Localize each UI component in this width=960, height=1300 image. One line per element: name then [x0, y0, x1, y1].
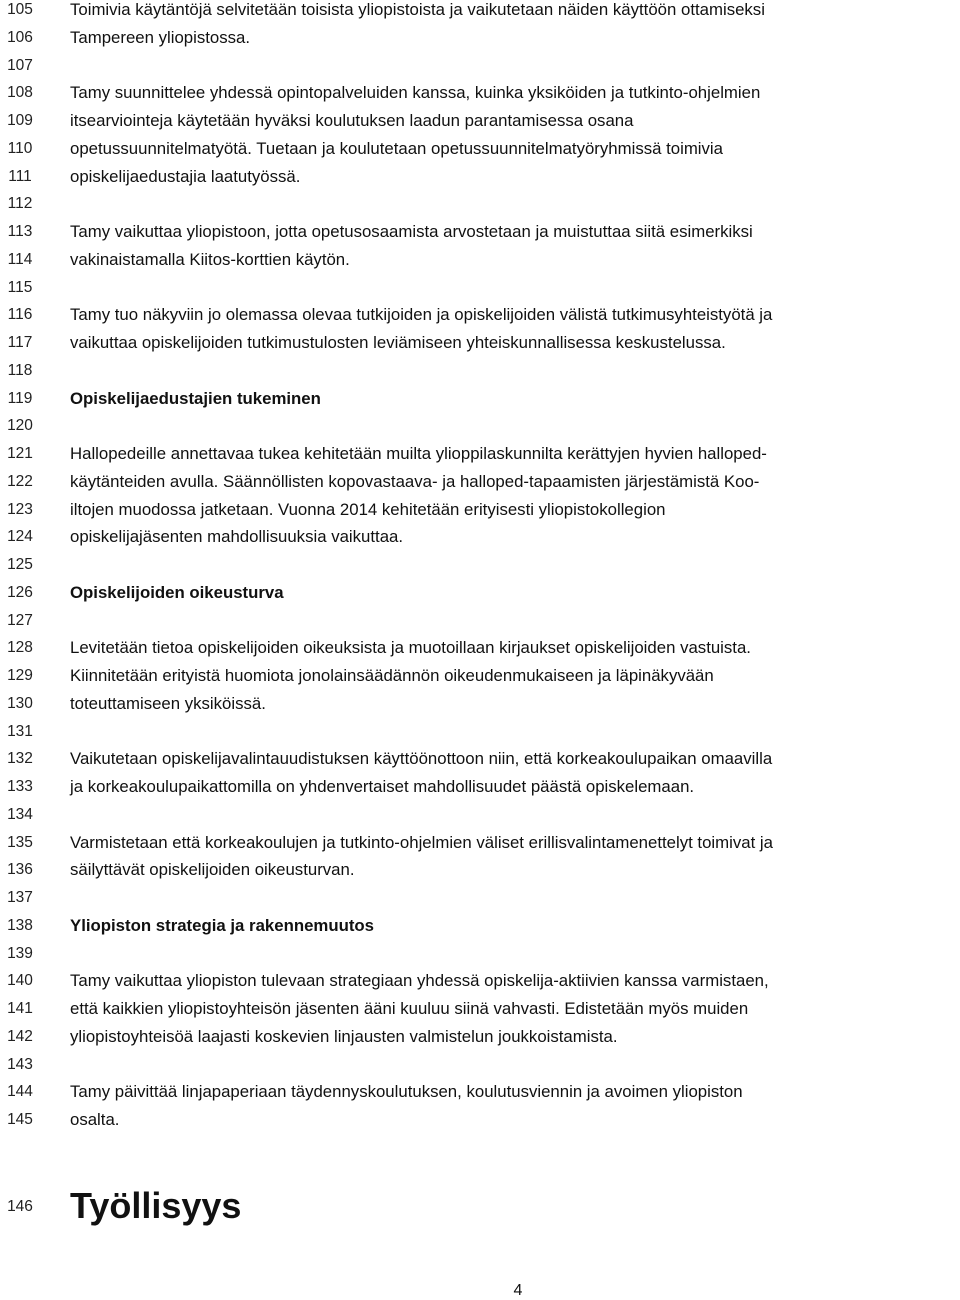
text-line: Tamy vaikuttaa yliopistoon, jotta opetusosaamista arvostetaan ja muistuttaa siitä esimerkiksi	[70, 222, 753, 241]
line-number: 121	[7, 445, 33, 462]
text-line: säilyttävät opiskelijoiden oikeusturvan.	[70, 860, 355, 880]
line-number: 140	[7, 972, 33, 990]
line-number: 120	[7, 417, 33, 435]
line-number: 143	[7, 1055, 33, 1073]
text-line: opiskelijajäsenten mahdollisuuksia vaikuttaa.	[70, 527, 404, 547]
section-heading: Yliopiston strategia ja rakennemuutos	[70, 915, 374, 935]
line-number: 108	[7, 84, 33, 102]
line-number: 110	[7, 139, 33, 157]
line-number: 133	[7, 778, 33, 795]
line-number: 126	[7, 583, 33, 601]
line-number: 139	[7, 944, 33, 962]
text-line: iltojen muodossa jatketaan. Vuonna 2014 kehitetään erityisesti yliopistokollegion	[70, 499, 666, 519]
line-number: 125	[7, 556, 33, 573]
line-number: 138	[7, 916, 33, 934]
line-number: 134	[7, 805, 33, 823]
text-line: Toimivia käytäntöjä selvitetään toisista yliopistoista ja vaikutetaan näiden käyttöön ottamiseksi	[70, 0, 765, 19]
line-number: 137	[7, 889, 33, 906]
line-number: 123	[7, 500, 33, 518]
text-line: Tamy vaikuttaa yliopiston tulevaan strategiaan yhdessä opiskelija-aktiivien kanssa varmistaen,	[70, 971, 769, 991]
line-number: 112	[7, 195, 33, 213]
text-line: Tamy päivittää linjapaperiaan täydennyskoulutuksen, koulutusviennin ja avoimen yliopiston	[70, 1082, 743, 1102]
text-line: ja korkeakoulupaikattomilla on yhdenvertaiset mahdollisuudet päästä opiskelemaan.	[70, 777, 695, 796]
page-number: 4	[513, 1282, 523, 1299]
text-line: että kaikkien yliopistoyhteisön jäsenten ääni kuuluu siinä vahvasti. Edistetään myös muiden	[70, 999, 749, 1018]
line-number: 109	[7, 112, 33, 129]
section-heading: Opiskelijaedustajien tukeminen	[70, 388, 321, 408]
line-number: 122	[7, 472, 33, 490]
line-number: 118	[7, 361, 33, 379]
line-number: 107	[7, 56, 33, 74]
line-number: 117	[7, 334, 33, 351]
line-number: 105	[7, 1, 33, 18]
line-number: 124	[7, 528, 33, 546]
section-heading: Opiskelijoiden oikeusturva	[70, 582, 284, 602]
text-line: vakinaistamalla Kiitos-korttien käytön.	[70, 249, 350, 269]
line-number: 113	[7, 223, 33, 240]
line-number: 135	[7, 833, 33, 851]
text-line: Vaikutetaan opiskelijavalintauudistuksen käyttöönottoon niin, että korkeakoulupaikan omaavilla	[70, 749, 773, 769]
text-line: yliopistoyhteisöä laajasti koskevien linjausten valmistelun joukkoistamista.	[70, 1026, 618, 1046]
text-line: Kiinnitetään erityistä huomiota jonolainsäädännön oikeudenmukaiseen ja läpinäkyvään	[70, 666, 714, 685]
line-number: 129	[7, 667, 33, 684]
line-number: 115	[7, 278, 33, 296]
text-line: itsearviointeja käytetään hyväksi koulutuksen laadun parantamisessa osana	[70, 111, 634, 130]
text-line: Tamy tuo näkyviin jo olemassa olevaa tutkijoiden ja opiskelijoiden välistä tutkimusyhteistyötä ja	[70, 305, 773, 325]
line-number: 114	[7, 250, 33, 268]
line-number: 127	[7, 611, 33, 629]
text-line: käytänteiden avulla. Säännöllisten kopovastaava- ja halloped-tapaamisten järjestämistä Koo-	[70, 471, 760, 491]
text-line: opiskelijaedustajia laatutyössä.	[70, 166, 301, 186]
line-number: 132	[7, 750, 33, 768]
text-line: vaikuttaa opiskelijoiden tutkimustulosten leviämiseen yhteiskunnallisessa keskustelussa.	[70, 333, 726, 352]
line-number: 136	[7, 861, 33, 879]
line-number: 145	[7, 1111, 33, 1128]
text-line: Levitetään tietoa opiskelijoiden oikeuksista ja muotoillaan kirjaukset opiskelijoiden vastuista.	[70, 638, 751, 658]
line-number: 142	[7, 1027, 33, 1045]
text-line: opetussuunnitelmatyötä. Tuetaan ja koulutetaan opetussuunnitelmatyöryhmissä toimivia	[70, 138, 723, 158]
line-number: 119	[7, 389, 33, 407]
line-number: 106	[7, 28, 33, 46]
line-number: 116	[7, 306, 33, 324]
text-line: Tampereen yliopistossa.	[70, 27, 251, 47]
line-number: 144	[7, 1083, 33, 1101]
line-number: 146	[7, 1198, 33, 1215]
text-line: Varmistetaan että korkeakoulujen ja tutkinto-ohjelmien väliset erillisvalintamenettelyt toimivat ja	[70, 832, 773, 852]
line-number: 131	[7, 722, 33, 740]
text-line: Tamy suunnittelee yhdessä opintopalveluiden kanssa, kuinka yksiköiden ja tutkinto-ohjelmien	[70, 83, 761, 103]
line-number: 141	[7, 1000, 33, 1017]
line-number: 111	[8, 167, 32, 185]
text-line: osalta.	[70, 1110, 120, 1129]
section-heading-tyollisyys: Työllisyys	[70, 1185, 242, 1226]
line-number: 128	[7, 639, 33, 657]
text-line: toteuttamiseen yksiköissä.	[70, 693, 266, 713]
text-line: Hallopedeille annettavaa tukea kehitetään muilta ylioppilaskunnilta kerättyjen hyvien halloped-	[70, 444, 767, 463]
line-number: 130	[7, 694, 33, 712]
